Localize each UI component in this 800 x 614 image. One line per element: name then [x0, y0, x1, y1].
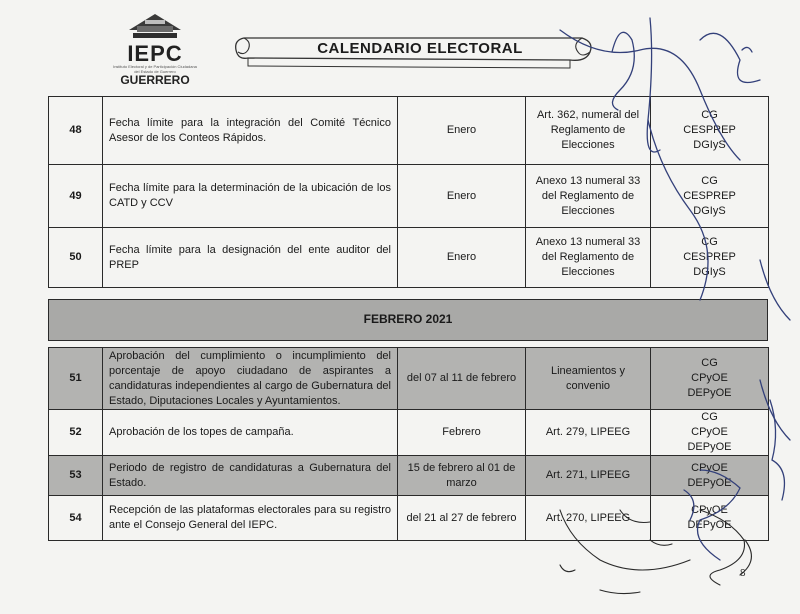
responsible-bodies — [651, 228, 769, 288]
iepc-logo — [110, 12, 200, 90]
legal-basis: Art. 279, LIPEEG — [526, 410, 651, 456]
activity-date: Enero — [398, 97, 526, 165]
legal-basis: Anexo 13 numeral 33 del Reglamento de Elecciones — [526, 228, 651, 288]
month-header-bar — [48, 299, 768, 341]
activity-description: Aprobación del cumplimiento o incumplimiento del porcentaje de apoyo ciudadano de aspirantes a candidaturas independientes al cargo de Gubernatura del Estado, Diputaciones Locales y Ayuntamientos. — [103, 348, 398, 410]
activity-number: 53 — [49, 456, 103, 496]
table-row — [49, 496, 769, 541]
responsible-body: CPyOE — [691, 372, 728, 384]
responsible-body: CPyOE — [691, 461, 728, 474]
responsible-body: CG — [701, 174, 718, 187]
responsible-bodies — [651, 348, 769, 410]
responsible-body: CG — [701, 411, 718, 423]
page-title: CALENDARIO ELECTORAL — [317, 40, 523, 57]
legal-basis: Art. 271, LIPEEG — [526, 456, 651, 496]
responsible-body: CPyOE — [691, 426, 728, 438]
legal-basis: Art. 362, numeral del Reglamento de Elecciones — [526, 97, 651, 165]
calendar-table-february — [48, 347, 769, 541]
activity-date: del 21 al 27 de febrero — [398, 496, 526, 541]
activity-number: 51 — [49, 348, 103, 410]
responsible-body: DEPyOE — [687, 387, 732, 399]
calendar-table-january — [48, 96, 769, 288]
activity-description: Periodo de registro de candidaturas a Gubernatura del Estado. — [103, 456, 398, 496]
table-row — [49, 228, 769, 288]
table-row — [49, 165, 769, 228]
responsible-body: CG — [701, 236, 718, 248]
responsible-body: CESPREP — [683, 251, 736, 263]
logo-brand-text: IEPC — [127, 41, 183, 66]
responsible-body: CESPREP — [683, 124, 736, 136]
table-row — [49, 456, 769, 496]
responsible-bodies — [651, 165, 769, 228]
activity-description: Fecha límite para la integración del Comité Técnico Asesor de los Conteos Rápidos. — [103, 97, 398, 165]
activity-description: Fecha límite para la designación del ente auditor del PREP — [103, 228, 398, 288]
table-row — [49, 348, 769, 410]
table-row — [49, 410, 769, 456]
month-header-label: FEBRERO 2021 — [363, 312, 453, 326]
responsible-body: DEPyOE — [687, 519, 732, 531]
activity-number: 52 — [49, 410, 103, 456]
activity-description: Fecha límite para la determinación de la ubicación de los CATD y CCV — [103, 165, 398, 228]
logo-tagline: Instituto Electoral y de Participación Ciudadana del Estado de Guerrero — [113, 64, 197, 74]
legal-basis: Art. 270, LIPEEG — [526, 496, 651, 541]
responsible-body: DGIyS — [693, 204, 726, 217]
logo-emblem-icon — [125, 12, 185, 44]
responsible-body: DGIyS — [693, 266, 726, 278]
responsible-body: DEPyOE — [687, 476, 732, 489]
activity-description: Aprobación de los topes de campaña. — [103, 410, 398, 456]
responsible-bodies — [651, 496, 769, 541]
activity-date: Enero — [398, 228, 526, 288]
responsible-bodies — [651, 456, 769, 496]
activity-date: 15 de febrero al 01 de marzo — [398, 456, 526, 496]
activity-number: 48 — [49, 97, 103, 165]
legal-basis: Lineamientos y convenio — [526, 348, 651, 410]
activity-date: del 07 al 11 de febrero — [398, 348, 526, 410]
logo-state-text: GUERRERO — [120, 73, 190, 87]
responsible-bodies — [651, 410, 769, 456]
page-number: 8 — [740, 568, 746, 579]
table-row — [49, 97, 769, 165]
activity-number: 54 — [49, 496, 103, 541]
activity-description: Recepción de las plataformas electorales para su registro ante el Consejo General del IEPC. — [103, 496, 398, 541]
title-banner — [230, 28, 600, 72]
activity-number: 49 — [49, 165, 103, 228]
responsible-body: CG — [701, 109, 718, 121]
activity-date: Enero — [398, 165, 526, 228]
responsible-body: CPyOE — [691, 504, 728, 516]
responsible-body: CESPREP — [683, 189, 736, 202]
activity-number: 50 — [49, 228, 103, 288]
responsible-body: DEPyOE — [687, 441, 732, 453]
responsible-body: CG — [701, 357, 718, 369]
activity-date: Febrero — [398, 410, 526, 456]
legal-basis: Anexo 13 numeral 33 del Reglamento de Elecciones — [526, 165, 651, 228]
responsible-bodies — [651, 97, 769, 165]
responsible-body: DGIyS — [693, 139, 726, 151]
